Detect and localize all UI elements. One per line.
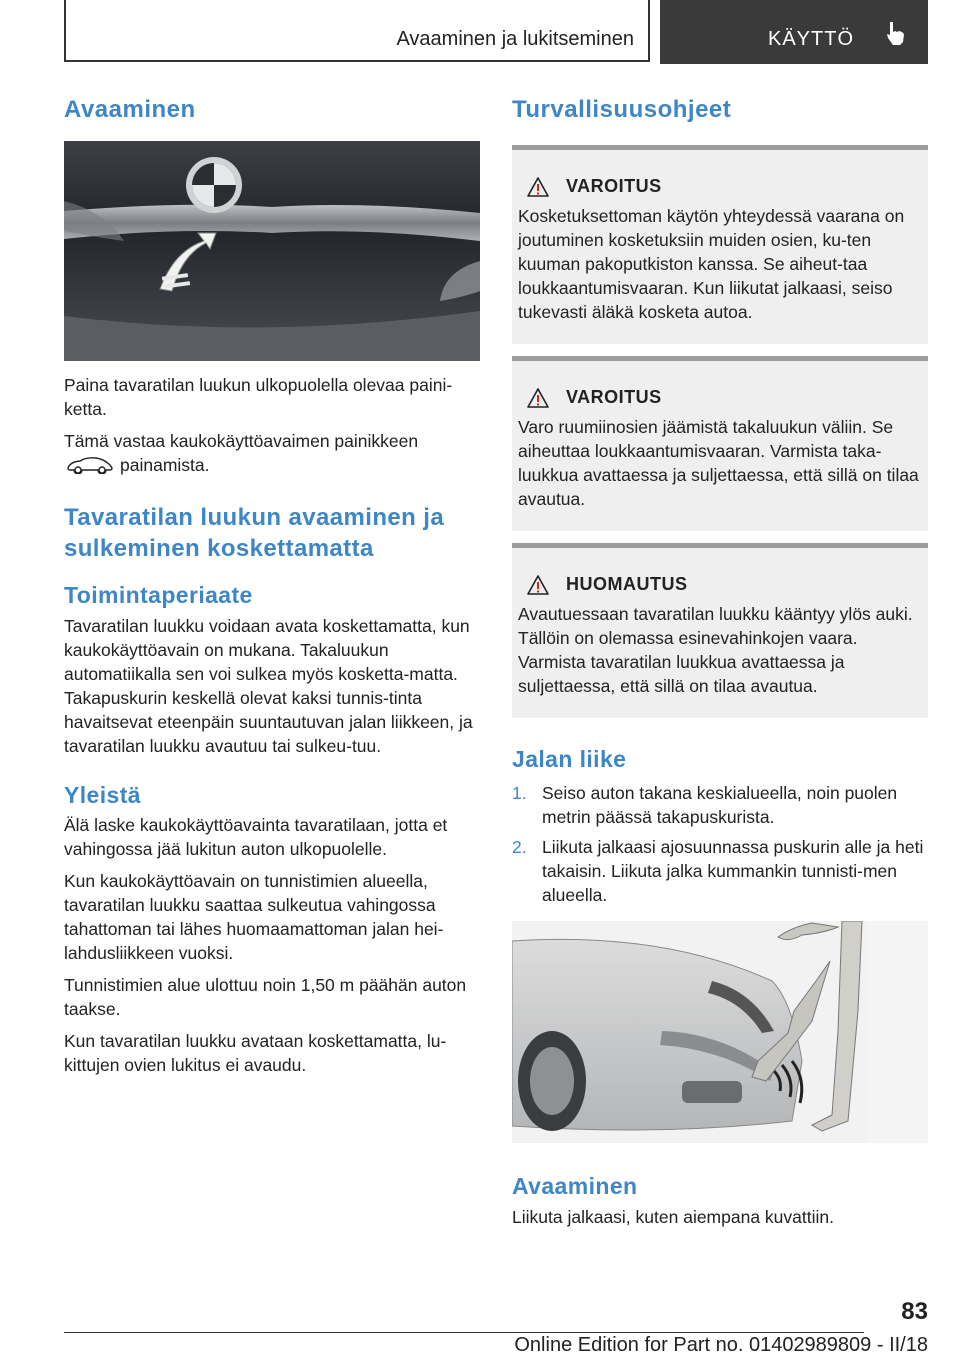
step-text: Seiso auton takana keskialueella, noin puolen metrin päässä takapuskurista. <box>542 783 898 828</box>
footer-edition: Online Edition for Part no. 01402989809 - II/18 <box>514 1334 928 1356</box>
paragraph-press-button: Paina tavaratilan luukun ulkopuolella olevaa paini-ketta. <box>64 374 453 419</box>
paragraph-equivalent-end: painamista. <box>120 454 210 475</box>
warning-title: VAROITUS <box>566 176 662 197</box>
warning-title: VAROITUS <box>566 387 662 408</box>
page-header <box>64 0 928 64</box>
heading-turvallisuusohjeet: Turvallisuusohjeet <box>512 96 732 123</box>
notice-title: HUOMAUTUS <box>566 574 688 595</box>
foot-gesture-illustration <box>512 921 928 1143</box>
heading-jalan-liike: Jalan liike <box>512 745 627 772</box>
step-number: 1. <box>512 783 527 804</box>
step-number: 2. <box>512 837 527 858</box>
warning-text: Kosketuksettoman käytön yhteydessä vaarana on joutuminen kosketuksiin muiden osien, ku-ten kuuman pakoputkiston kanssa. Se aiheut-taa loukkaantumisvaaran. Kun liikutat jalkaasi, seiso tukevasti äläkä kosketa autoa. <box>518 205 905 322</box>
trunk-button-illustration <box>64 141 480 361</box>
car-remote-icon <box>66 456 114 474</box>
heading-avaaminen: Avaaminen <box>64 96 196 123</box>
heading-contactless: Tavaratilan luukun avaaminen ja sulkeminen koskettamatta <box>64 503 445 562</box>
header-title: Avaaminen ja lukitseminen <box>396 28 634 50</box>
warning-triangle-icon <box>526 387 550 409</box>
paragraph-open-instruction: Liikuta jalkaasi, kuten aiempana kuvattiin. <box>512 1206 834 1227</box>
warning-triangle-icon <box>526 574 550 596</box>
notice-box <box>512 543 928 718</box>
header-title-box <box>64 0 650 62</box>
page-footer <box>64 1296 928 1362</box>
paragraph-equivalent-text: Tämä vastaa kaukokäyttöavaimen painikkeen <box>64 430 419 451</box>
right-column <box>512 96 928 1229</box>
hand-pointer-icon <box>884 20 908 46</box>
warning-text: Varo ruumiinosien jäämistä takaluukun väliin. Se aiheuttaa loukkaantumisvaaran. Varmista taka-luukkua avattaessa ja suljettaessa, että sillä on tilaa avautua. <box>518 416 919 509</box>
steps-list <box>512 781 928 907</box>
heading-yleista: Yleistä <box>64 781 141 808</box>
paragraph-general-1: Älä laske kaukokäyttöavainta tavaratilaan, jotta et vahingossa jää lukitun auton ulkopuolelle. <box>64 815 448 860</box>
left-column <box>64 96 480 1077</box>
list-item <box>512 781 928 829</box>
page-number: 83 <box>901 1298 928 1325</box>
heading-toimintaperiaate: Toimintaperiaate <box>64 582 253 609</box>
warning-box-1 <box>512 145 928 344</box>
notice-text: Avautuessaan tavaratilan luukku kääntyy ylös auki. Tällöin on olemassa esinevahinkojen vaara. Varmista tavaratilan luukkua avattaessa ja suljettaessa, että sillä on tilaa avautua. <box>518 603 913 696</box>
paragraph-general-2: Kun kaukokäyttöavain on tunnistimien alueella, tavaratilan luukku saattaa sulkeutua vahingossa tahattoman tai lähes huomaamattoman jalan hei-lahdusliikkeen vuoksi. <box>64 871 444 964</box>
warning-box-2 <box>512 356 928 531</box>
footer-divider <box>64 1332 864 1333</box>
header-section-label: KÄYTTÖ <box>768 28 855 50</box>
step-text: Liikuta jalkaasi ajosuunnassa puskurin alle ja heti takaisin. Liikuta jalka kummankin tunnisti-men alueella. <box>542 837 924 906</box>
paragraph-principle: Tavaratilan luukku voidaan avata koskettamatta, kun kaukokäyttöavain on mukana. Takaluukun automatiikalla sen voi sulkea myös kosketta-matta. Takapuskurin keskellä olevat kaksi tunnis-tinta havaitsevat eteenpäin suuntautuvan jalan liikkeen, ja tavaratilan luukku avautuu tai sulkeu-tuu. <box>64 615 473 756</box>
paragraph-equivalent <box>64 429 480 477</box>
header-section-tab <box>660 0 928 64</box>
warning-triangle-icon <box>526 176 550 198</box>
heading-avaaminen-2: Avaaminen <box>512 1173 638 1200</box>
list-item <box>512 835 928 907</box>
paragraph-general-4: Kun tavaratilan luukku avataan koskettamatta, lu-kittujen ovien lukitus ei avaudu. <box>64 1031 447 1076</box>
paragraph-general-3: Tunnistimien alue ulottuu noin 1,50 m päähän auton taakse. <box>64 975 467 1020</box>
